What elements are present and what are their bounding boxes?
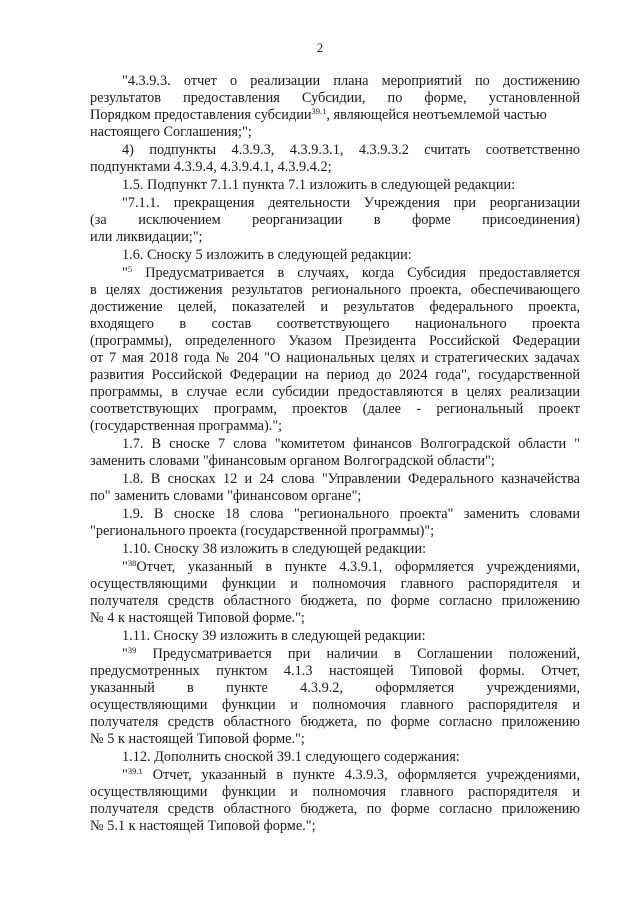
page-number: 2 <box>316 41 324 55</box>
text-line <box>90 282 580 299</box>
text-run: 1.5. Подпункт 7.1.1 пункта 7.1 изложить в следующей редакции: <box>122 177 516 193</box>
text-run: "7.1.1. прекращения деятельности Учреждения при реорганизации <box>122 195 580 211</box>
text-line <box>90 593 580 610</box>
text-line <box>122 767 580 784</box>
text-run: № 5.1 к настоящей Типовой форме."; <box>90 818 316 834</box>
footnote-marker: 39 <box>127 645 137 655</box>
text-line <box>90 124 580 141</box>
text-run: " <box>122 265 128 281</box>
text-run: , являющейся неотъемлемой частью <box>326 107 547 123</box>
text-run: (за исключением реорганизации в форме присоединения) <box>90 212 580 228</box>
text-run: настоящего Соглашения;"; <box>90 124 252 140</box>
text-run: № 4 к настоящей Типовой форме."; <box>90 610 305 626</box>
text-run: по" заменить словами "финансовом органе"; <box>90 488 362 504</box>
text-line <box>90 488 580 505</box>
text-run: входящего в состав соответствующего национального проекта <box>90 316 580 332</box>
text-run: 1.9. В сноске 18 слова "регионального проекта" заменить словами <box>122 506 580 522</box>
footnote-marker: 39.1 <box>311 106 327 116</box>
text-line <box>90 697 580 714</box>
footnote-marker: 5 <box>127 264 133 274</box>
text-run: Отчет, указанный в пункте 4.3.9.1, оформляется учреждениями, <box>136 559 580 575</box>
text-run: 1.6. Сноску 5 изложить в следующей редакции: <box>122 247 412 263</box>
text-run: осуществляющими функции и полномочия главного распорядителя и <box>90 784 580 800</box>
text-line <box>90 299 580 316</box>
text-run: Предусматривается в случаях, когда Субсидия предоставляется <box>132 265 580 281</box>
text-run: Предусматривается при наличии в Соглашении положений, <box>136 646 580 662</box>
text-run: Порядком предоставления субсидии <box>90 107 312 123</box>
text-line <box>90 714 580 731</box>
text-line <box>90 350 580 367</box>
text-line <box>90 576 580 593</box>
text-line <box>122 559 580 576</box>
text-run: (программы), определенного Указом Президента Российской Федерации <box>90 333 580 349</box>
text-line <box>90 401 580 418</box>
text-line <box>90 333 580 350</box>
text-run: Отчет, указанный в пункте 4.3.9.3, оформляется учреждениями, <box>142 767 580 783</box>
text-run: получателя средств областного бюджета, по форме согласно приложению <box>90 714 580 730</box>
text-run: от 7 мая 2018 года № 204 "О национальных целях и стратегических задачах <box>90 350 580 366</box>
text-line <box>122 541 612 558</box>
text-line <box>90 229 580 246</box>
text-line <box>90 801 580 818</box>
text-line <box>90 523 580 540</box>
text-line <box>122 265 580 282</box>
text-line <box>122 142 580 159</box>
text-run: "регионального проекта (государственной программы)"; <box>90 523 435 539</box>
text-run: (государственная программа)."; <box>90 418 283 434</box>
text-line <box>122 436 580 453</box>
text-run: развития Российской Федерации на период до 2024 года", государственной <box>90 367 580 383</box>
text-line <box>90 418 580 435</box>
text-run: соответствующих программ, проектов (далее - региональный проект <box>90 401 580 417</box>
text-run: достижение целей, показателей и результатов федерального проекта, <box>90 299 580 315</box>
footnote-marker: 39.1 <box>127 766 143 776</box>
text-line <box>90 610 580 627</box>
text-run: 1.11. Сноску 39 изложить в следующей редакции: <box>122 628 426 644</box>
text-line <box>122 247 612 264</box>
text-line <box>122 471 580 488</box>
text-line <box>90 818 580 835</box>
text-line <box>122 73 580 90</box>
text-run: программы, в случае если субсидии предоставляются в целях реализации <box>90 384 580 400</box>
text-run: 4) подпункты 4.3.9.3, 4.3.9.3.1, 4.3.9.3.2 считать соответственно <box>122 142 580 158</box>
text-run: № 5 к настоящей Типовой форме."; <box>90 731 305 747</box>
text-line <box>90 663 580 680</box>
text-run: получателя средств областного бюджета, по форме согласно приложению <box>90 593 580 609</box>
text-run: в целях достижения результатов регионального проекта, обеспечивающего <box>90 282 580 298</box>
text-line <box>122 628 612 645</box>
text-line <box>122 506 580 523</box>
text-line <box>122 177 612 194</box>
text-line <box>90 90 580 107</box>
text-run: 1.10. Сноску 38 изложить в следующей редакции: <box>122 541 427 557</box>
text-line <box>122 749 612 766</box>
text-line <box>90 107 580 124</box>
text-run: предусмотренных пунктом 4.1.3 настоящей Типовой формы. Отчет, <box>90 663 580 679</box>
text-line <box>90 680 580 697</box>
text-line <box>90 784 580 801</box>
text-line <box>90 367 580 384</box>
text-line <box>122 646 580 663</box>
text-run: получателя средств областного бюджета, по форме согласно приложению <box>90 801 580 817</box>
text-run: "4.3.9.3. отчет о реализации плана мероприятий по достижению <box>122 73 580 89</box>
text-line <box>122 195 580 212</box>
text-run: осуществляющими функции и полномочия главного распорядителя и <box>90 697 580 713</box>
text-run: " <box>122 559 128 575</box>
text-run: заменить словами "финансовым органом Волгоградской области"; <box>90 453 495 469</box>
text-run: осуществляющими функции и полномочия главного распорядителя и <box>90 576 580 592</box>
text-run: 1.8. В сносках 12 и 24 слова "Управлении Федерального казначейства <box>122 471 580 487</box>
footnote-marker: 38 <box>127 558 137 568</box>
text-line <box>90 453 580 470</box>
text-line <box>90 384 580 401</box>
text-line <box>90 159 580 176</box>
text-line <box>90 316 580 333</box>
text-run: 1.12. Дополнить сноской 39.1 следующего содержания: <box>122 749 460 765</box>
text-line <box>90 212 580 229</box>
text-run: или ликвидации;"; <box>90 229 203 245</box>
text-run: подпунктами 4.3.9.4, 4.3.9.4.1, 4.3.9.4.2; <box>90 159 332 175</box>
text-run: " <box>122 646 128 662</box>
text-line <box>90 731 580 748</box>
text-run: 1.7. В сноске 7 слова "комитетом финансов Волгоградской области " <box>122 436 580 452</box>
text-run: " <box>122 767 128 783</box>
text-run: результатов предоставления Субсидии, по форме, установленной <box>90 90 580 106</box>
text-run: указанный в пункте 4.3.9.2, оформляется учреждениями, <box>90 680 580 696</box>
